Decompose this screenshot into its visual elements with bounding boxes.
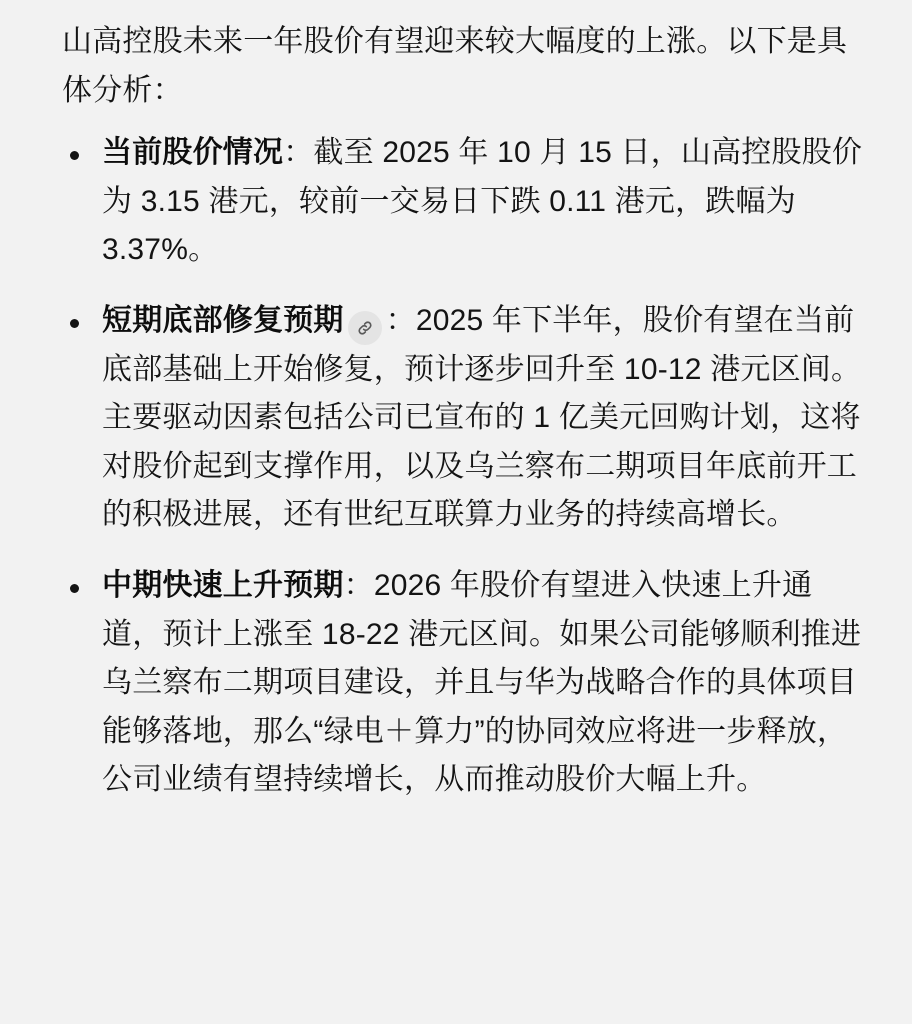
list-item	[62, 562, 864, 805]
bullet-body-2	[102, 562, 864, 805]
bullet-separator-2: ：	[343, 568, 374, 602]
intro-paragraph: 山高控股未来一年股价有望迎来较大幅度的上涨。以下是具体分析：	[62, 25, 848, 107]
list-item	[62, 297, 864, 540]
bullet-body-1	[102, 297, 864, 540]
bullet-title-0: 当前股价情况	[102, 136, 284, 170]
bullet-body-0	[102, 129, 864, 275]
bullet-detail-1: 2025 年下半年，股价有望在当前底部基础上开始修复，预计逐步回升至 10-12 港元区间。主要驱动因素包括公司已宣布的 1 亿美元回购计划，这将对股价起到支撑作用，以及乌兰察布二期项目年底前开工的积极进展，还有世纪互联算力业务的持续高增长。	[102, 303, 862, 532]
list-item	[62, 129, 864, 275]
bullet-separator-0: ：	[283, 136, 314, 170]
analysis-bullet-list	[62, 129, 864, 805]
bullet-title-1: 短期底部修复预期	[102, 303, 344, 337]
link-icon[interactable]	[348, 311, 382, 345]
bullet-detail-0: 截至 2025 年 10 月 15 日，山高控股股价为 3.15 港元，较前一交易日下跌 0.11 港元，跌幅为 3.37%。	[102, 136, 863, 267]
bullet-separator-1: ：	[385, 303, 416, 337]
bullet-detail-2: 2026 年股价有望进入快速上升通道，预计上涨至 18-22 港元区间。如果公司能够顺利推进乌兰察布二期项目建设，并且与华为战略合作的具体项目能够落地，那么“绿电＋算力”的协同效应将进一步释放，公司业绩有望持续增长，从而推动股价大幅上升。	[102, 568, 862, 797]
bullet-title-2: 中期快速上升预期	[102, 568, 344, 602]
